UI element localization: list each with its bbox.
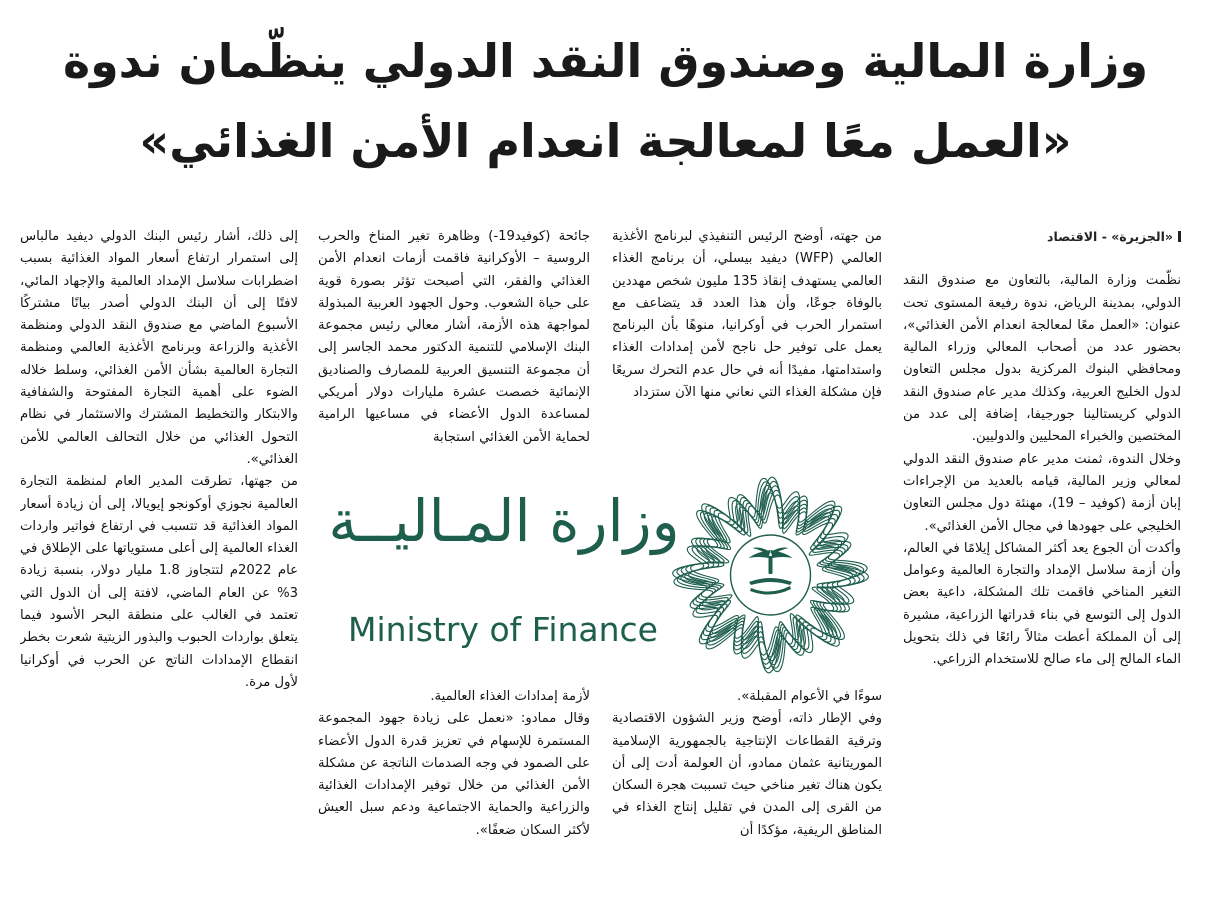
headline-line-2: «العمل معًا لمعالجة انعدام الأمن الغذائي» <box>139 114 1072 168</box>
paragraph: سوءًا في الأعوام المقبلة». <box>737 689 882 704</box>
article-column-4 <box>20 226 298 896</box>
paragraph: نظّمت وزارة المالية، بالتعاون مع صندوق النقد الدولي، بمدينة الرياض، ندوة رفيعة المستوى تحت عنوان: «العمل معًا لمعالجة انعدام الأمن الغذائي»، بحضور عدد من أصحاب المعالي وزراء المالية ومحافظي البنوك المركزية بدول مجلس التعاون لدول الخليج العربية، وكذلك مدير عام صندوق النقد الدولي كريستالينا جورجيفا، إضافة إلى عدد من المختصين والخبراء المحليين والدوليين. <box>903 273 1181 445</box>
paragraph: وأكدت أن الجوع يعد أكثر المشاكل إيلامًا في العالم، وأن أزمة سلاسل الإمداد والتجارة العالمية وعوامل التغير المناخي فاقمت تلك المشكلة، داعية بعض الدول إلى التوسع في بناء قدراتها الزراعية، مشيرة إلى أن المملكة أعطت مثالاً رائعًا في ذلك بتحويل الماء المالح إلى ماء صالح للاستخدام الزراعي. <box>903 540 1181 668</box>
paragraph: وخلال الندوة، ثمنت مدير عام صندوق النقد الدولي لمعالي وزير المالية، قيامه بالعديد من الإجراءات إبان أزمة (كوفيد – 19)، مهنئة دول مجلس التعاون الخليجي على جهودها في مجال الأمن الغذائي». <box>903 451 1181 534</box>
headline-line-1: وزارة المالية وصندوق النقد الدولي ينظّمان ندوة <box>62 34 1149 88</box>
byline-text: «الجزيرة» - الاقتصاد <box>1047 229 1173 244</box>
byline <box>903 226 1181 248</box>
paragraph: لأزمة إمدادات الغذاء العالمية. <box>430 689 590 704</box>
logo-arabic-text: وزارة المـاليــة <box>328 487 680 555</box>
paragraph: جائحة (كوفيد19-) وظاهرة تغير المناخ والحرب الروسية – الأوكرانية فاقمت أزمات انعدام الأمن الغذائي والفقر، التي أصبحت تؤثر بصورة قوية على حياة الشعوب. وحول الجهود العربية المبذولة لمواجهة هذه الأزمة، أشار معالي رئيس مجموعة البنك الإسلامي للتنمية الدكتور محمد الجاسر إلى أن مجموعة التنسيق العربية للمصارف والصناديق الإنمائية خصصت عشرة مليارات دولار أمريكي لمساعدة الدول الأعضاء في مساعيها الرامية لحماية الأمن الغذائي استجابة <box>318 229 590 445</box>
article-column-1 <box>903 226 1181 896</box>
article-column-2-bottom <box>612 686 882 891</box>
paragraph: وفي الإطار ذاته، أوضح وزير الشؤون الاقتصادية وترقية القطاعات الإنتاجية بالجمهورية الإسلامية الموريتانية عثمان ممادو، أن العولمة أدت إلى أن يكون هناك تغير مناخي حيث تسببت هجرة السكان من القرى إلى المدن في تقليل إنتاج الغذاء في المناطق الريفية، مؤكدًا أن <box>612 711 882 838</box>
paragraph: من جهتها، تطرقت المدير العام لمنظمة التجارة العالمية نجوزي أوكونجو إيويالا، إلى أن زيادة أسعار المواد الغذائية قد تتسبب في ارتفاع فواتير واردات الغذاء العالمية إلى أعلى مستوياتها على الإطلاق في عام 2022م لتتجاوز 1.8 مليار دولار، بنسبة زيادة 3% عن العام الماضي، لافتة إلى أن الدول التي تعتمد في الغالب على منطقة البحر الأسود فيما يتعلق بواردات الحبوب والبذور الزيتية شعرت بخطر انقطاع الإمدادات الناتج عن الحرب في أوكرانيا لأول مرة. <box>20 474 298 690</box>
ministry-emblem-icon <box>663 470 878 680</box>
paragraph: إلى ذلك، أشار رئيس البنك الدولي ديفيد مالباس إلى استمرار ارتفاع أسعار المواد الغذائية بسبب اضطرابات سلاسل الإمداد العالمية والإجهاد المائي، لافتًا إلى أن البنك الدولي أصدر بيانًا مشتركًا الأسبوع الماضي مع صندوق النقد الدولي ومنظمة الأغذية والزراعة وبرنامج الأغذية العالمي ومنظمة التجارة العالمية بشأن الأمن الغذائي، وسلط خلاله الضوء على أهمية التجارة المفتوحة والشفافية والابتكار والتخطيط المشترك والاستثمار في نظام التحول الغذائي من خلال التحالف العالمي للأمن الغذائي». <box>20 229 298 467</box>
paragraph: من جهته، أوضح الرئيس التنفيذي لبرنامج الأغذية العالمي (WFP) ديفيد بيسلي، أن برنامج الغذاء العالمي يستهدف إنقاذ 135 مليون شخص مهددين بالوفاة جوعًا، وأن هذا العدد قد يتضاعف مع استمرار الحرب في أوكرانيا، منوهًا بأن البرنامج يعمل على توفير حل ناجح لأمن إمدادات الغذاء واستدامتها، مفيدًا أنه في حال عدم التحرك سريعًا فإن مشكلة الغذاء التي نعاني منها الآن ستزداد <box>612 229 882 401</box>
ministry-of-finance-logo <box>318 470 878 680</box>
logo-english-text: Ministry of Finance <box>348 610 658 649</box>
paragraph: وقال ممادو: «نعمل على زيادة جهود المجموعة المستمرة للإسهام في تعزيز قدرة الدول الأعضاء على الصمود في وجه الصدمات الناتجة عن مشكلة الأمن الغذائي من خلال توفير الإمدادات الغذائية والزراعية والحماية الاجتماعية ودعم سبل العيش لأكثر السكان ضعفًا». <box>318 711 590 838</box>
article-column-3-bottom <box>318 686 590 891</box>
byline-bar-icon <box>1178 231 1181 242</box>
